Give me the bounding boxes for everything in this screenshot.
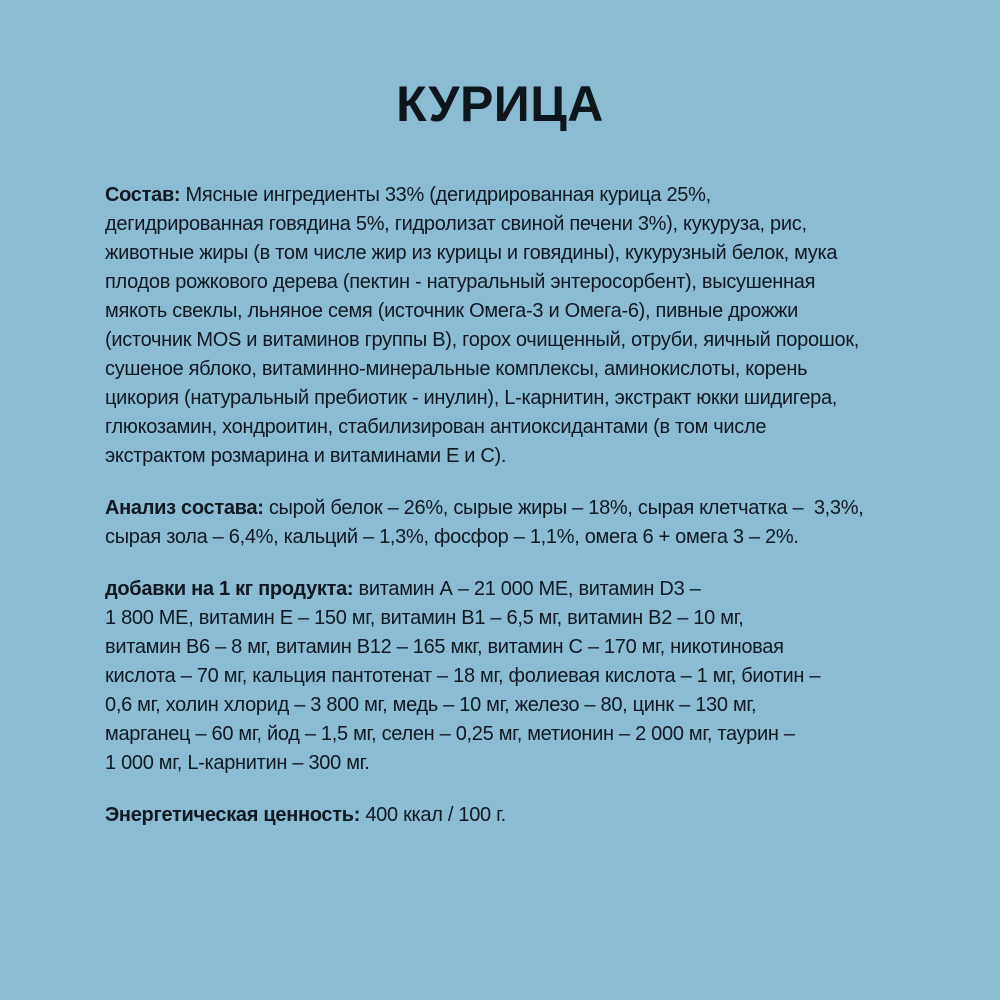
label-content — [105, 181, 915, 830]
text-line — [105, 494, 915, 523]
text-line-rest: Мясные ингредиенты 33% (дегидрированная курица 25%, — [180, 184, 711, 206]
text-line: сушеное яблоко, витаминно-минеральные комплексы, аминокислоты, корень — [105, 358, 808, 380]
text-line: животные жиры (в том числе жир из курицы и говядины), кукурузный белок, мука — [105, 242, 838, 264]
analysis-label: Анализ состава: — [105, 497, 264, 519]
text-line: дегидрированная говядина 5%, гидролизат свиной печени 3%), кукуруза, рис, — [105, 213, 807, 235]
text-line-rest: витамин А – 21 000 МЕ, витамин D3 – — [353, 578, 701, 600]
paragraph-energy — [105, 801, 915, 830]
text-line: экстрактом розмарина и витаминами Е и С). — [105, 445, 507, 467]
text-line: (источник MOS и витаминов группы В), горох очищенный, отруби, яичный порошок, — [105, 329, 860, 351]
text-line: 1 800 МЕ, витамин Е – 150 мг, витамин В1 – 6,5 мг, витамин В2 – 10 мг, — [105, 607, 744, 629]
text-line — [105, 181, 915, 210]
text-line: кислота – 70 мг, кальция пантотенат – 18 мг, фолиевая кислота – 1 мг, биотин – — [105, 665, 821, 687]
text-line-rest: сырой белок – 26%, сырые жиры – 18%, сырая клетчатка – 3,3%, — [263, 497, 864, 519]
additives-label: добавки на 1 кг продукта: — [105, 578, 354, 600]
text-line: цикория (натуральный пребиотик - инулин), L-карнитин, экстракт юкки шидигера, — [105, 387, 838, 409]
text-line: витамин В6 – 8 мг, витамин В12 – 165 мкг, витамин С – 170 мг, никотиновая — [105, 636, 784, 658]
text-line: глюкозамин, хондроитин, стабилизирован антиоксидантами (в том числе — [105, 416, 767, 438]
paragraph-analysis — [105, 494, 915, 552]
text-line — [105, 801, 915, 830]
text-line-rest: 400 ккал / 100 г. — [360, 804, 506, 826]
composition-label: Состав: — [105, 184, 181, 206]
text-line: 0,6 мг, холин хлорид – 3 800 мг, медь – 10 мг, железо – 80, цинк – 130 мг, — [105, 694, 757, 716]
text-line: 1 000 мг, L-карнитин – 300 мг. — [105, 752, 370, 774]
text-line: марганец – 60 мг, йод – 1,5 мг, селен – 0,25 мг, метионин – 2 000 мг, таурин – — [105, 723, 795, 745]
paragraph-additives — [105, 575, 915, 778]
text-line: плодов рожкового дерева (пектин - натуральный энтеросорбент), высушенная — [105, 271, 816, 293]
page-title: КУРИЦА — [396, 76, 604, 132]
text-line: сырая зола – 6,4%, кальций – 1,3%, фосфор – 1,1%, омега 6 + омега 3 – 2%. — [105, 526, 799, 548]
text-line — [105, 575, 915, 604]
energy-label: Энергетическая ценность: — [105, 804, 361, 826]
paragraph-composition — [105, 181, 915, 471]
text-line: мякоть свеклы, льняное семя (источник Омега-3 и Омега-6), пивные дрожжи — [105, 300, 798, 322]
